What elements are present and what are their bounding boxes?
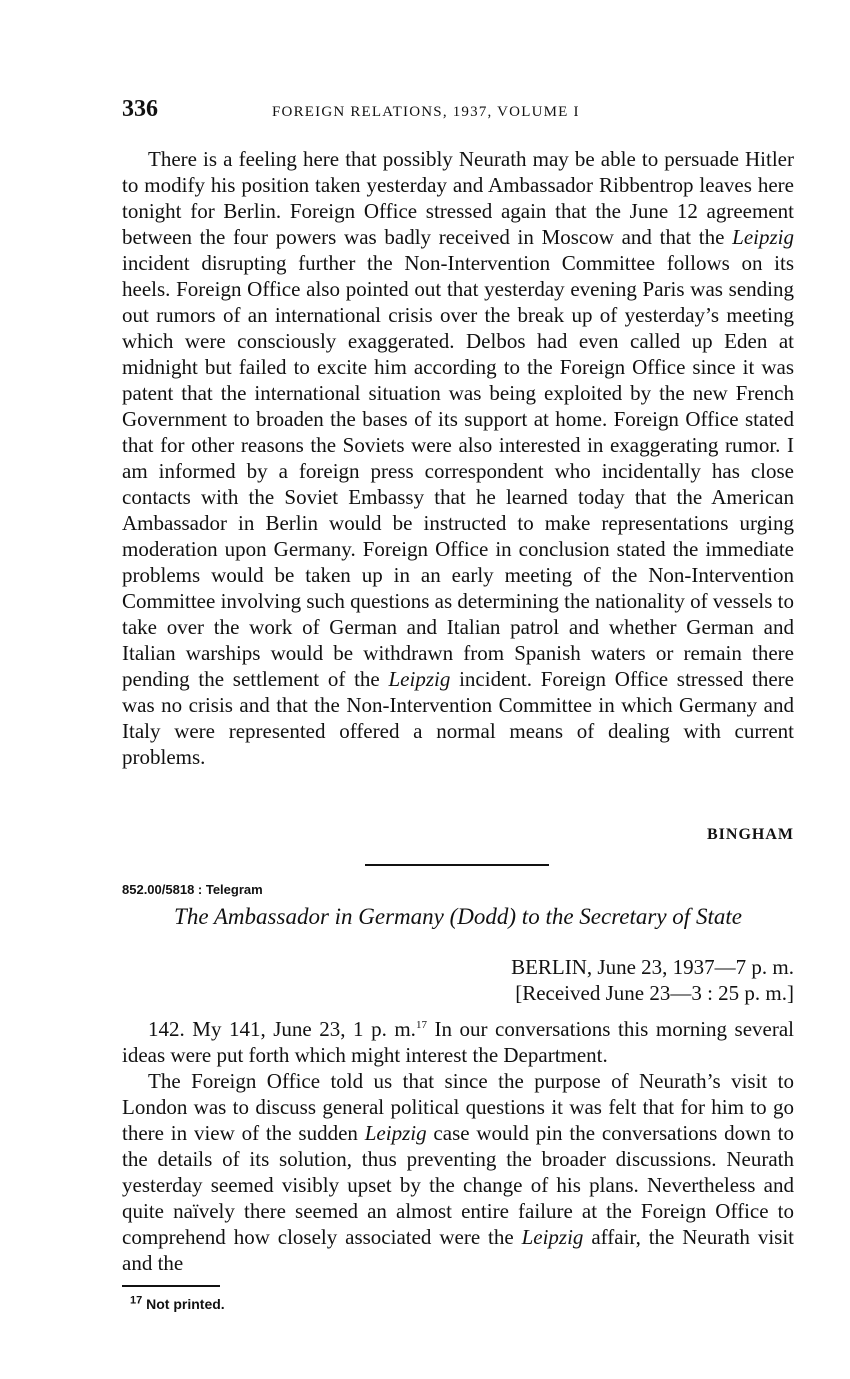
telegram-paragraph-1: [122, 1016, 794, 1068]
telegram-para2-text-3: affair, the Neurath visit and the: [122, 1225, 794, 1275]
document-reference: 852.00/5818 : Telegram: [122, 882, 263, 897]
ship-name-italic: Leipzig: [732, 225, 794, 249]
received-note: [Received June 23—3 : 25 p. m.]: [515, 981, 794, 1005]
footnote: [130, 1296, 225, 1312]
telegram-paragraph-2: [122, 1068, 794, 1276]
place-date: BERLIN, June 23, 1937—7 p. m.: [511, 955, 794, 979]
signature: BINGHAM: [707, 826, 794, 843]
running-head: FOREIGN RELATIONS, 1937, VOLUME I: [272, 104, 580, 120]
telegram-para1-rest: In our conversations this morning several ideas were put forth which might interest the Department.: [122, 1017, 795, 1067]
footnote-divider: [122, 1285, 220, 1287]
footnote-text: Not printed.: [142, 1296, 225, 1312]
continuation-text-2: incident disrupting further the Non-Intervention Committee follows on its heels. Foreign Office also pointed out that yesterday evening Paris was sending out rumors of an international crisis over the break up of yesterday’s meeting which were consciously exaggerated. Delbos had even called up Eden at midnight but failed to excite him according to the Foreign Office since it was patent that the international situation was being exploited by the new French Government to broaden the bases of its support at home. Foreign Office stated that for other reasons the Soviets were also interested in exaggerating rumor. I am informed by a foreign press correspondent who incidentally has close contacts with the Soviet Embassy that he learned today that the American Ambassador in Berlin would be instructed to make representations urging moderation upon Germany. Foreign Office in conclusion stated the immediate problems would be taken up in an early meeting of the Non-Intervention Committee involving such questions as determining the nationality of vessels to take over the work of German and Italian patrol and whether German and Italian warships would be withdrawn from Spanish waters or remain there pending the settlement of the: [122, 251, 794, 691]
document-title: The Ambassador in Germany (Dodd) to the Secretary of State: [174, 904, 742, 929]
telegram-para2-text-2: case would pin the conversations down to the details of its solution, thus preventing the broader discussions. Neurath yesterday seemed visibly upset by the change of his plans. Nevertheless and quite naïvely there seemed an almost entire failure at the Foreign Office to comprehend how closely associated were the: [122, 1121, 794, 1249]
telegram-para2-text-1: The Foreign Office told us that since the purpose of Neurath’s visit to London was to discuss general political questions it was felt that for him to go there in view of the sudden: [122, 1069, 794, 1145]
continuation-text-1: There is a feeling here that possibly Neurath may be able to persuade Hitler to modify his position taken yesterday and Ambassador Ribbentrop leaves here tonight for Berlin. Foreign Office stressed again that the June 12 agreement between the four powers was badly received in Moscow and that the: [122, 147, 794, 249]
ship-name-italic: Leipzig: [364, 1121, 427, 1145]
footnote-reference[interactable]: 17: [415, 1019, 427, 1031]
continuation-text-3: incident. Foreign Office stressed there was no crisis and that the Non-Intervention Committee in which Germany and Italy were represented offered a normal means of dealing with current problems.: [122, 667, 794, 769]
page-number: 336: [122, 96, 158, 122]
ship-name-italic: Leipzig: [388, 667, 451, 691]
section-divider: [365, 864, 549, 866]
telegram-para1-text: 142. My 141, June 23, 1 p. m.: [148, 1017, 416, 1041]
footnote-mark: 17: [130, 1294, 143, 1307]
dateline: [511, 954, 794, 1006]
ship-name-italic: Leipzig: [521, 1225, 584, 1249]
page-header: [122, 96, 794, 128]
continuation-paragraph: [122, 146, 794, 770]
